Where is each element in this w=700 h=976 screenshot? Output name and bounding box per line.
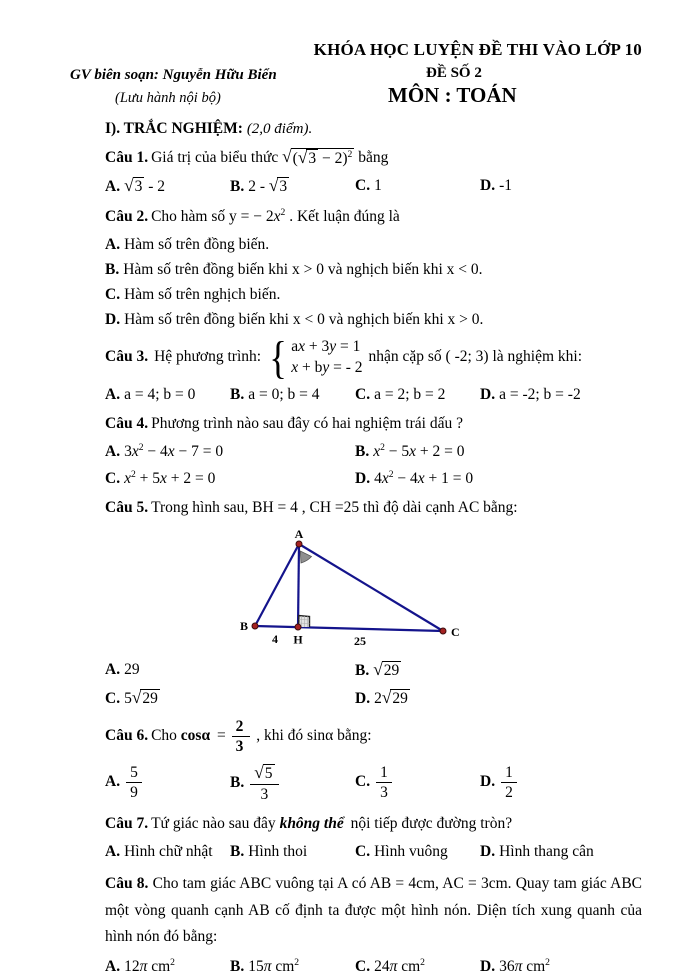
vertex-dot-c — [440, 628, 446, 634]
vertex-label-h: H — [293, 632, 303, 647]
vertex-label-c: C — [451, 624, 460, 639]
q2-label: Câu 2. — [105, 208, 149, 226]
length-label-bh: 4 — [272, 631, 278, 646]
q1-statement — [105, 147, 642, 169]
q6-option-d — [480, 764, 642, 802]
q3-statement — [105, 331, 642, 383]
q7-option-d — [480, 843, 642, 861]
q7-option-a-letter: A. — [105, 843, 121, 861]
q3-pre-text: Hệ phương trình: — [154, 348, 262, 366]
q3-option-d — [480, 386, 642, 404]
q7-options — [105, 843, 642, 861]
q6-option-d-letter: D. — [480, 773, 496, 791]
q1-option-a-value: √ 3 - 2 — [124, 176, 166, 196]
header — [70, 40, 642, 116]
q1-option-b-value: 2 - √ 3 — [248, 176, 288, 196]
q5-option-c-value: 5 √ 29 — [124, 688, 158, 708]
q2-option-b — [105, 261, 642, 279]
section-label: I). TRẮC NGHIỆM: — [105, 120, 243, 137]
q7-option-c — [355, 843, 480, 861]
triangle-figure — [240, 528, 470, 653]
q7-option-b-value: Hình thoi — [248, 843, 308, 861]
q8-option-b — [230, 958, 355, 976]
vertex-dot-a — [296, 541, 302, 547]
section-points: (2,0 điểm). — [246, 121, 313, 137]
q2-option-b-value: Hàm số trên đồng biến khi x > 0 và nghịch biến khi x < 0. — [123, 260, 483, 278]
q4-option-d-value: $4x^2 - 4x + 1 = 0$ — [374, 469, 474, 488]
q3-option-a-value: a = 4; b = 0 — [124, 385, 196, 403]
q5-option-d-letter: D. — [355, 690, 371, 708]
q4-options — [105, 443, 642, 488]
q5-option-a-value: 29 — [124, 660, 140, 678]
q4-option-b-letter: B. — [355, 443, 370, 461]
q8-options — [105, 958, 642, 976]
q1-option-a-letter: A. — [105, 178, 121, 196]
q8-option-d-value: 36π $cm^2$ — [499, 957, 550, 976]
q1-option-c-letter: C. — [355, 177, 371, 195]
q1-option-d — [480, 177, 642, 195]
q7-option-b-letter: B. — [230, 843, 245, 861]
q1-option-c — [355, 177, 480, 195]
q1-option-d-value: -1 — [499, 177, 512, 195]
q4-label: Câu 4. — [105, 414, 149, 432]
q3-equation-2: x + by = - 2 — [291, 358, 363, 376]
q5-text: Trong hình sau, BH = 4 , CH =25 thì độ dài cạnh AC bằng: — [151, 499, 518, 517]
q7-statement — [105, 813, 642, 835]
q2-statement — [105, 206, 642, 228]
q8-option-b-letter: B. — [230, 958, 245, 976]
question-3 — [70, 331, 642, 404]
q4-option-c-letter: C. — [105, 470, 121, 488]
q3-option-a — [105, 386, 230, 404]
q3-option-c-value: a = 2; b = 2 — [374, 385, 446, 403]
q7-option-a-value: Hình chữ nhật — [124, 843, 213, 861]
q8-option-a-value: 12π $cm^2$ — [124, 957, 175, 976]
q5-option-c — [105, 689, 355, 709]
q3-options — [105, 386, 642, 404]
q5-label: Câu 5. — [105, 499, 149, 517]
q3-option-c — [355, 386, 480, 404]
q3-label: Câu 3. — [105, 348, 149, 366]
q5-option-a — [105, 661, 355, 679]
q2-option-a-letter: A. — [105, 235, 121, 253]
q8-option-c-letter: C. — [355, 958, 371, 976]
question-7 — [70, 813, 642, 861]
q3-option-c-letter: C. — [355, 385, 371, 403]
q3-option-b-letter: B. — [230, 385, 245, 403]
q5-option-d-value: 2 √ 29 — [374, 688, 408, 708]
q4-option-d — [355, 470, 642, 488]
q2-option-d-letter: D. — [105, 310, 121, 328]
q6-text: Cho cosα = $\frac{2}{3}$ , khi đó sinα bằng: — [151, 718, 372, 756]
q5-option-b-value: √ 29 — [373, 659, 400, 679]
q4-text: Phương trình nào sau đây có hai nghiệm trái dấu ? — [151, 414, 463, 432]
q7-option-c-letter: C. — [355, 843, 371, 861]
q1-option-d-letter: D. — [480, 177, 496, 195]
vertex-label-b: B — [240, 618, 248, 633]
q3-equation-system — [267, 331, 363, 383]
q2-option-b-letter: B. — [105, 260, 120, 278]
q8-option-a-letter: A. — [105, 958, 121, 976]
q8-option-c — [355, 958, 480, 976]
section-heading — [105, 120, 642, 138]
vertex-dot-h — [295, 624, 301, 630]
question-1 — [70, 147, 642, 197]
q6-option-a-value: $\frac{5}{9}$ — [124, 773, 144, 790]
q3-post-text: nhận cặp số ( -2; 3) là nghiệm khi: — [368, 348, 583, 366]
q4-option-d-letter: D. — [355, 470, 371, 488]
q3-option-b-value: a = 0; b = 4 — [248, 385, 320, 403]
q7-option-d-letter: D. — [480, 843, 496, 861]
q5-option-d — [355, 689, 642, 709]
q8-option-a — [105, 958, 230, 976]
q5-statement — [105, 497, 642, 519]
q5-option-a-letter: A. — [105, 660, 121, 678]
q8-text: Cho tam giác ABC vuông tại A có AB = 4cm, AC = 3cm. Quay tam giác ABC một vòng quanh cạnh AB cố định ta được một hình nón. Diện tích xung quanh của hình nón đó bằng: — [105, 875, 643, 945]
q8-label: Câu 8. — [105, 875, 149, 893]
q4-option-a-value: $3x^2 - 4x - 7 = 0$ — [124, 442, 224, 461]
q3-equation-1: ax + 3y = 1 — [291, 337, 361, 355]
q3-option-d-value: a = -2; b = -2 — [499, 385, 581, 403]
q2-option-a — [105, 236, 642, 254]
q7-option-d-value: Hình thang cân — [499, 843, 594, 861]
q5-option-b-letter: B. — [355, 661, 370, 679]
vertex-label-a: A — [294, 527, 304, 541]
q4-option-c — [105, 470, 355, 488]
length-label-hc: 25 — [354, 633, 366, 648]
subject-line: MÔN : TOÁN — [388, 83, 517, 107]
q4-option-a-letter: A. — [105, 443, 121, 461]
triangle-outline — [255, 544, 443, 631]
q2-option-c-letter: C. — [105, 285, 121, 303]
q6-label: Câu 6. — [105, 727, 149, 745]
q6-option-c-letter: C. — [355, 773, 371, 791]
q6-option-b-letter: B. — [230, 774, 245, 792]
q3-option-b — [230, 386, 355, 404]
q8-option-d-letter: D. — [480, 958, 496, 976]
q5-option-b — [355, 661, 642, 681]
q4-option-c-value: $x^2 + 5x + 2 = 0$ — [124, 469, 216, 488]
q1-text: Giá trị của biểu thức √ ( √ 3 − 2)$^2$ bằng — [151, 147, 389, 167]
q1-options — [105, 177, 642, 197]
q4-option-b — [355, 443, 642, 461]
q2-option-d-value: Hàm số trên đồng biến khi x < 0 và nghịch biến khi x > 0. — [124, 310, 484, 328]
q6-option-b-value: √ 5 3 — [248, 774, 280, 791]
q2-option-d — [105, 311, 642, 329]
q6-option-d-value: $\frac{1}{2}$ — [499, 773, 519, 790]
author-line: GV biên soạn: Nguyễn Hữu Biển — [70, 67, 277, 83]
q6-option-c-value: $\frac{1}{3}$ — [374, 773, 394, 790]
angle-mark-a — [300, 551, 311, 563]
q6-option-c — [355, 764, 480, 802]
q2-option-c — [105, 286, 642, 304]
q3-option-a-letter: A. — [105, 385, 121, 403]
q7-text: Tứ giác nào sau đây không thể nội tiếp được đường tròn? — [151, 814, 513, 832]
question-8 — [70, 871, 642, 976]
q8-option-b-value: 15π $cm^2$ — [248, 957, 300, 976]
q6-option-a — [105, 764, 230, 802]
q1-option-b — [230, 177, 355, 197]
q2-option-a-value: Hàm số trên đồng biến. — [124, 235, 270, 253]
q7-label: Câu 7. — [105, 814, 149, 832]
q2-option-c-value: Hàm số trên nghịch biến. — [124, 285, 281, 303]
q6-option-b — [230, 764, 355, 804]
q7-option-b — [230, 843, 355, 861]
course-title: KHÓA HỌC LUYỆN ĐỀ THI VÀO LỚP 10 — [313, 40, 642, 59]
system-brace: { — [269, 331, 287, 383]
q5-option-c-letter: C. — [105, 690, 121, 708]
question-5 — [70, 497, 642, 709]
q4-option-a — [105, 443, 355, 461]
q4-statement — [105, 413, 642, 435]
q1-label: Câu 1. — [105, 149, 149, 166]
circulation-note: (Lưu hành nội bộ) — [115, 90, 221, 106]
q2-text: Cho hàm số y = − $2x^2$ . Kết luận đúng là — [151, 206, 400, 226]
q1-option-c-value: 1 — [374, 177, 382, 195]
question-6 — [70, 718, 642, 804]
q3-option-d-letter: D. — [480, 385, 496, 403]
q1-option-b-letter: B. — [230, 178, 245, 196]
q8-statement — [105, 871, 642, 950]
altitude-ah — [298, 544, 299, 627]
q8-option-d — [480, 958, 642, 976]
q5-options — [105, 661, 642, 709]
q1-option-a — [105, 177, 230, 197]
q7-option-c-value: Hình vuông — [374, 843, 448, 861]
question-2 — [70, 206, 642, 328]
question-4 — [70, 413, 642, 488]
q6-option-a-letter: A. — [105, 773, 121, 791]
q4-option-b-value: $x^2 - 5x + 2 = 0$ — [373, 442, 465, 461]
q6-options — [105, 764, 642, 804]
q8-option-c-value: 24π $cm^2$ — [374, 957, 425, 976]
q6-statement — [105, 718, 642, 756]
exam-number: ĐỀ SỐ 2 — [426, 65, 482, 81]
q7-option-a — [105, 843, 230, 861]
vertex-dot-b — [252, 623, 258, 629]
